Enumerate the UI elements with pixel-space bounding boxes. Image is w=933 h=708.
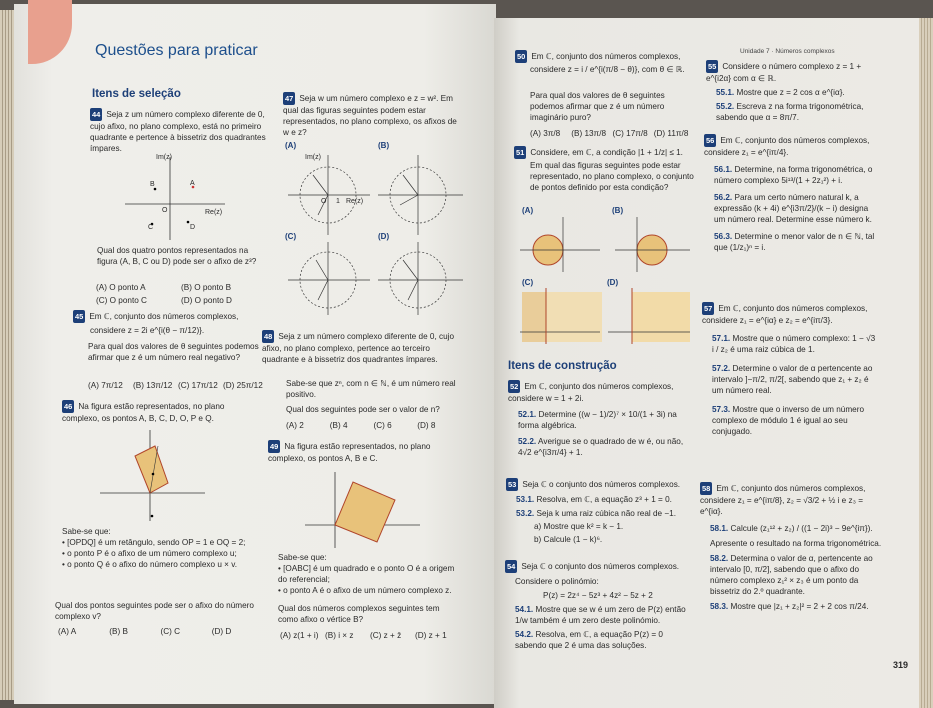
subitem-b: b) Calcule (1 − k)⁶. [534, 535, 603, 544]
question-number: 58 [702, 484, 711, 493]
option-c[interactable]: (C) 17π/12 [178, 381, 218, 390]
q45-consider: considere z = 2i e^{i(θ − π/12)}. [90, 326, 205, 335]
option-a[interactable]: (A) [522, 206, 534, 215]
subitem-number: 56.1. [714, 165, 733, 174]
question-52 [508, 380, 693, 458]
page-number: 319 [893, 660, 909, 670]
option-c[interactable]: (C) [522, 278, 534, 287]
question-46 [62, 400, 262, 424]
options-q49 [280, 630, 460, 641]
options-q50 [530, 128, 695, 139]
known-heading: Sabe-se que: [278, 553, 327, 562]
figure-q46 [100, 428, 210, 523]
axis-origin: O [321, 198, 327, 205]
question-number: 55 [708, 62, 717, 71]
question-number: 57 [704, 304, 713, 313]
question-number: 51 [516, 148, 525, 157]
question-56 [704, 134, 880, 253]
question-number: 56 [706, 136, 715, 145]
subitem-text: Escreva z na forma trigonométrica, sabendo que α = 8π/7. [716, 102, 864, 122]
question-53 [506, 478, 696, 545]
question-number: 53 [508, 480, 517, 489]
subitem-text: Resolva, em ℂ, a equação z³ + 1 = 0. [536, 495, 672, 504]
option-b[interactable]: (B) 13π/12 [133, 381, 173, 390]
option-d[interactable]: (D) D [211, 627, 232, 636]
question-text: Em ℂ, conjunto dos números complexos, considere z₁ = e^{iπ/8}, z₂ = √3/2 + ½ i e z₃ = e^{iα}. [700, 484, 866, 516]
subitem-text: Apresente o resultado na forma trigonométrica. [710, 539, 882, 548]
axis-one: 1 [336, 198, 340, 205]
running-header: Unidade 7 · Números complexos [740, 48, 835, 55]
question-text: Seja ℂ o conjunto dos números complexos. [521, 562, 680, 571]
question-text: Seja z um número complexo diferente de 0, cujo afixo, no plano complexo, está no primeiro quadrante e pertence à bissetriz dos quadrantes ímpares. [90, 110, 266, 153]
subitem-number: 57.2. [712, 364, 731, 373]
question-number: 52 [510, 382, 519, 391]
figures-q47 [288, 150, 468, 315]
polynomial: P(z) = 2z⁴ − 5z³ + 4z² − 5z + 2 [543, 591, 653, 600]
subitem-text: Resolva, em ℂ, a equação P(z) = 0 sabendo que 2 é uma das soluções. [515, 630, 663, 650]
question-57 [702, 302, 878, 437]
axis-origin: O [162, 207, 168, 214]
question-45 [73, 310, 268, 323]
subitem-text: Para um certo número natural k, a expressão (k + 4i) e^{i3π/2}/(k − i) designa um número real. Determine esse número k. [714, 193, 872, 224]
option-a[interactable]: (A) 3π/8 [530, 129, 561, 138]
axis-im: Im(z) [156, 154, 172, 161]
question-number: 48 [264, 332, 273, 341]
subitem-text: Averigue se o quadrado de w é, ou não, 4√2 e^{i3π/4} + 1. [518, 437, 684, 457]
axis-re: Re(z) [346, 198, 364, 205]
question-55 [706, 60, 878, 123]
subitem-text: Determina o valor de α, pertencente ao intervalo [0, π/2], sabendo que o afixo do número complexo z₁² × z₃ é um ponto da bissetriz do 2.º quadrante. [710, 554, 873, 596]
question-number: 44 [92, 110, 101, 119]
question-text: Considere o número complexo z = 1 + e^{i2α} com α ∈ ℝ. [706, 62, 862, 83]
subitem-text: Seja k uma raiz cúbica não real de −1. [536, 509, 676, 518]
subitem-text: Determine o valor de α pertencente ao intervalo ]−π/2, π/2[, sabendo que z₁ + z₂ é um número real. [712, 364, 873, 395]
subitem-text: Calcule (z₁¹² + z₂) / ((1 − 2i)³ − 9e^{iπ}). [730, 524, 873, 533]
subitem-number: 52.2. [518, 437, 537, 446]
options-q44 [96, 282, 266, 306]
section-heading: Itens de construção [508, 360, 617, 372]
option-a[interactable]: (A) A [58, 627, 77, 636]
option-d[interactable]: (D) [607, 278, 619, 287]
question-50 [515, 50, 695, 63]
point-label: C [148, 224, 154, 231]
page-title: Questões para praticar [95, 42, 258, 59]
option-c[interactable]: (C) 6 [373, 421, 392, 430]
point-label: B [150, 181, 155, 188]
figures-q51 [520, 214, 695, 349]
option-b[interactable]: (B) 13π/8 [571, 129, 607, 138]
option-b[interactable]: (B) [378, 141, 390, 150]
question-text: Seja ℂ o conjunto dos números complexos. [522, 480, 681, 489]
option-b[interactable]: (B) B [109, 627, 128, 636]
question-51 [514, 146, 699, 159]
book-page-edges-right [919, 18, 933, 708]
question-text: Na figura estão representados, no plano complexo, os pontos A, B, C, D, O, P e Q. [62, 402, 225, 423]
subitem-number: 55.2. [716, 102, 735, 111]
option-a[interactable]: (A) [285, 141, 297, 150]
fact: • [OABC] é um quadrado e o ponto O é a origem do referencial; [278, 564, 455, 584]
fact: • o ponto P é o afixo de um número complexo u; [62, 549, 237, 558]
question-text: Em ℂ, conjunto dos números complexos, considere w = 1 + 2i. [508, 382, 674, 403]
q49-known [278, 552, 463, 596]
subitem-a: a) Mostre que k² = k − 1. [534, 522, 624, 531]
option-c[interactable]: (C) [285, 232, 297, 241]
subitem-text: Determine o menor valor de n ∈ ℕ, tal que (1/z₁)ⁿ = i. [714, 232, 875, 252]
question-49 [268, 440, 458, 464]
option-d[interactable]: (D) 25π/12 [223, 381, 263, 390]
point-label: A [190, 180, 195, 187]
question-text: Em ℂ, conjunto dos números complexos, [531, 52, 681, 61]
subitem-text: Determine, na forma trigonométrica, o número complexo 5i¹³/(1 + 2z₁²) + i. [714, 165, 873, 185]
fact: • [OPDQ] é um retângulo, sendo OP = 1 e OQ = 2; [62, 538, 246, 547]
option-d[interactable]: (D) 8 [417, 421, 436, 430]
question-text: Em ℂ, conjunto dos números complexos, considere z₁ = e^{iπ/4}. [704, 136, 870, 157]
subitem-number: 53.1. [516, 495, 535, 504]
question-text: Seja z um número complexo diferente de 0, cujo afixo, no plano complexo, pertence ao terceiro quadrante e à bissetriz dos quadrantes ímpares. [262, 332, 455, 364]
question-48 [262, 330, 462, 365]
subitem-text: Mostre que z = 2 cos α e^{iα}. [736, 88, 845, 97]
subitem-number: 58.3. [710, 602, 729, 611]
question-text: Na figura estão representados, no plano complexo, os pontos A, B e C. [268, 442, 431, 463]
subitem-number: 57.3. [712, 405, 731, 414]
q46-known [62, 526, 267, 570]
option-d[interactable]: (D) z + 1 [415, 631, 447, 640]
option-c[interactable]: (C) O ponto C [96, 296, 147, 305]
question-44 [90, 108, 268, 154]
subitem-text: Mostre que se w é um zero de P(z) então 1/w também é um zero deste polinómio. [515, 605, 686, 625]
question-45-prompt: Para qual dos valores de θ seguintes podemos afirmar que z é um número real negativo? [88, 342, 259, 362]
option-a[interactable]: (A) z(1 + i) [280, 631, 319, 640]
question-46-prompt: Qual dos pontos seguintes pode ser o afixo do número complexo v? [55, 601, 254, 621]
question-50-prompt: Para qual dos valores de θ seguintes podemos afirmar que z é um número imaginário puro? [530, 91, 665, 122]
subitem-number: 54.2. [515, 630, 534, 639]
question-text: Seja w um número complexo e z = w². Em qual das figuras seguintes podem estar representados, no plano complexo, os afixos de w e z? [283, 94, 457, 137]
question-49-prompt: Qual dos números complexos seguintes tem como afixo o vértice B? [278, 604, 440, 624]
question-48-prompt: Qual dos seguintes pode ser o valor de n? [286, 405, 440, 414]
subitem-number: 55.1. [716, 88, 735, 97]
option-b[interactable]: (B) 4 [329, 421, 348, 430]
subitem-number: 58.2. [710, 554, 729, 563]
question-47 [283, 92, 463, 138]
subitem-text: Mostre que |z₁ + z₂|² = 2 + 2 cos π/24. [730, 602, 869, 611]
question-51-prompt: Em qual das figuras seguintes pode estar representado, no plano complexo, o conjunto de pontos definido por esta condição? [530, 161, 694, 192]
question-text: Em ℂ, conjunto dos números complexos, considere z₁ = e^{iα} e z₂ = e^{iπ/3}. [702, 304, 868, 325]
option-c[interactable]: (C) z + z̄ [370, 631, 402, 640]
option-a[interactable]: (A) O ponto A [96, 283, 146, 292]
figure-q49 [305, 470, 425, 550]
section-heading: Itens de seleção [92, 88, 181, 100]
question-number: 46 [64, 402, 73, 411]
question-number: 49 [270, 442, 279, 451]
option-b[interactable]: (B) [612, 206, 624, 215]
axis-re: Re(z) [205, 209, 223, 216]
question-number: 54 [507, 562, 516, 571]
question-text: Em ℂ, conjunto dos números complexos, [89, 312, 239, 321]
subitem-text: Determine ((w − 1)/2)⁷ × 10/(1 + 3i) na forma algébrica. [518, 410, 677, 430]
subitem-number: 56.2. [714, 193, 733, 202]
option-d[interactable]: (D) [378, 232, 390, 241]
option-c[interactable]: (C) C [160, 627, 181, 636]
subitem-number: 57.1. [712, 334, 731, 343]
options-q45 [88, 380, 268, 391]
option-b[interactable]: (B) i × z [325, 631, 354, 640]
subitem-number: 56.3. [714, 232, 733, 241]
option-d[interactable]: (D) 11π/8 [653, 129, 689, 138]
subitem-number: 52.1. [518, 410, 537, 419]
question-number: 50 [517, 52, 526, 61]
known-heading: Sabe-se que: [62, 527, 111, 536]
question-number: 45 [75, 312, 84, 321]
subitem-number: 53.2. [516, 509, 535, 518]
question-text: Considere, em ℂ, a condição |1 + 1/z| ≤ 1. [530, 148, 683, 157]
subitem-text: Mostre que o inverso de um número complexo de módulo 1 é igual ao seu conjugado. [712, 405, 865, 436]
fact: • o ponto A é o afixo de um número complexo z. [278, 586, 452, 595]
subitem-number: 58.1. [710, 524, 729, 533]
option-d[interactable]: (D) O ponto D [181, 296, 232, 305]
question-44-prompt: Qual dos quatro pontos representados na figura (A, B, C ou D) pode ser o afixo de z³? [97, 246, 257, 266]
question-54 [505, 560, 695, 651]
options-q46 [58, 626, 263, 637]
q50-consider: considere z = i / e^{i(π/8 − θ)}, com θ ∈ ℝ. [530, 65, 685, 74]
options-q48 [286, 420, 461, 431]
q48-text2: Sabe-se que zⁿ, com n ∈ ℕ, é um número real positivo. [286, 379, 456, 399]
option-a[interactable]: (A) 7π/12 [88, 381, 123, 390]
fact: • o ponto Q é o afixo do número complexo u × v. [62, 560, 237, 569]
subitem-number: 54.1. [515, 605, 534, 614]
axis-im: Im(z) [305, 154, 321, 161]
option-b[interactable]: (B) O ponto B [181, 283, 232, 292]
figure-q44 [120, 152, 230, 242]
text: Considere o polinómio: [515, 577, 599, 586]
option-c[interactable]: (C) 17π/8 [612, 129, 648, 138]
point-label: D [190, 224, 196, 231]
question-58 [700, 482, 882, 612]
option-a[interactable]: (A) 2 [286, 421, 304, 430]
subitem-text: Mostre que o número complexo: 1 − √3 i / z₂ é uma raiz cúbica de 1. [712, 334, 876, 354]
question-number: 47 [285, 94, 294, 103]
